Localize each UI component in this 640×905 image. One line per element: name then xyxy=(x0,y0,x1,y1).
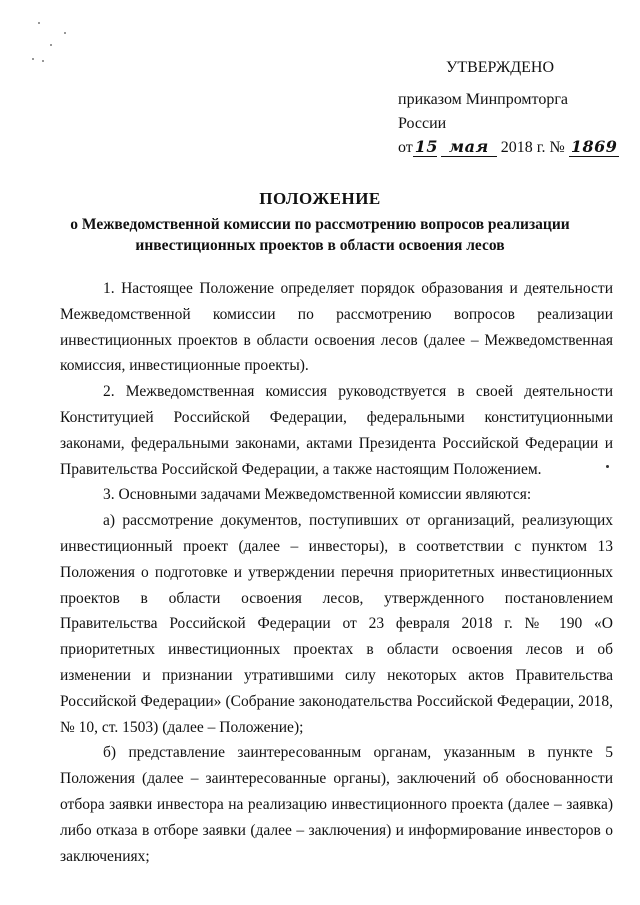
paragraph-2: 2. Межведомственная комиссия руководствуется в своей деятельности Конституцией Российской Федерации, федеральными конституционными законами, федеральными законами, актами Президента Российской Федерации и Правительства Российской Федерации, а также настоящим Положением. xyxy=(60,383,613,478)
paragraph-3a: а) рассмотрение документов, поступивших от организаций, реализующих инвестиционный проект (далее – инвесторы), в соответствии с пунктом 13 Положения о подготовке и утверждении перечня приоритетных инвестиционных проектов в области освоения лесов, утвержденного постановлением Правительства Российской Федерации от 23 февраля 2018 г. № 190 «О приоритетных инвестиционных проектах в области освоения лесов и об изменении и признании утратившими силу некоторых актов Правительства Российской Федерации» (Собрание законодательства Российской Федерации, 2018, № 10, ст. 1503) (далее – Положение); xyxy=(60,512,613,736)
document-heading xyxy=(40,188,600,256)
scan-speck xyxy=(38,22,40,24)
approved-label: УТВЕРЖДЕНО xyxy=(446,59,555,76)
approval-stamp xyxy=(398,56,618,160)
date-year: 2018 г. № xyxy=(500,139,565,156)
paragraph-3b: б) представление заинтересованным органам, указанным в пункте 5 Положения (далее – заинтересованные органы), заключений об обоснованности отбора заявки инвестора на реализацию инвестиционного проекта (далее – заявка) либо отказа в отборе заявки (далее – заключения) и информирование инвесторов о заключениях; xyxy=(60,744,613,865)
scan-artifacts xyxy=(28,14,88,74)
document-body xyxy=(60,276,613,869)
document-title: ПОЛОЖЕНИЕ xyxy=(259,189,381,208)
handwritten-order-number: 1869 xyxy=(570,137,618,156)
handwritten-month: мая xyxy=(441,138,497,157)
order-date-line xyxy=(398,136,618,160)
scan-speck xyxy=(42,60,44,62)
handwritten-day: 15 xyxy=(414,137,439,156)
scan-speck xyxy=(50,44,52,46)
scan-speck xyxy=(64,32,66,34)
order-issuer: приказом Минпромторга России xyxy=(398,91,568,132)
paragraph-1: 1. Настоящее Положение определяет порядок образования и деятельности Межведомственной комиссии по рассмотрению вопросов реализации инвестиционных проектов в области освоения лесов (далее – Межведомственная комиссия, инвестиционные проекты). xyxy=(60,280,613,375)
date-prefix: от xyxy=(398,139,413,156)
scan-dot xyxy=(606,465,609,468)
document-subtitle: о Межведомственной комиссии по рассмотрению вопросов реализации инвестиционных проектов в области освоения лесов xyxy=(70,216,570,254)
paragraph-3: 3. Основными задачами Межведомственной комиссии являются: xyxy=(103,486,532,504)
scan-speck xyxy=(32,58,34,60)
